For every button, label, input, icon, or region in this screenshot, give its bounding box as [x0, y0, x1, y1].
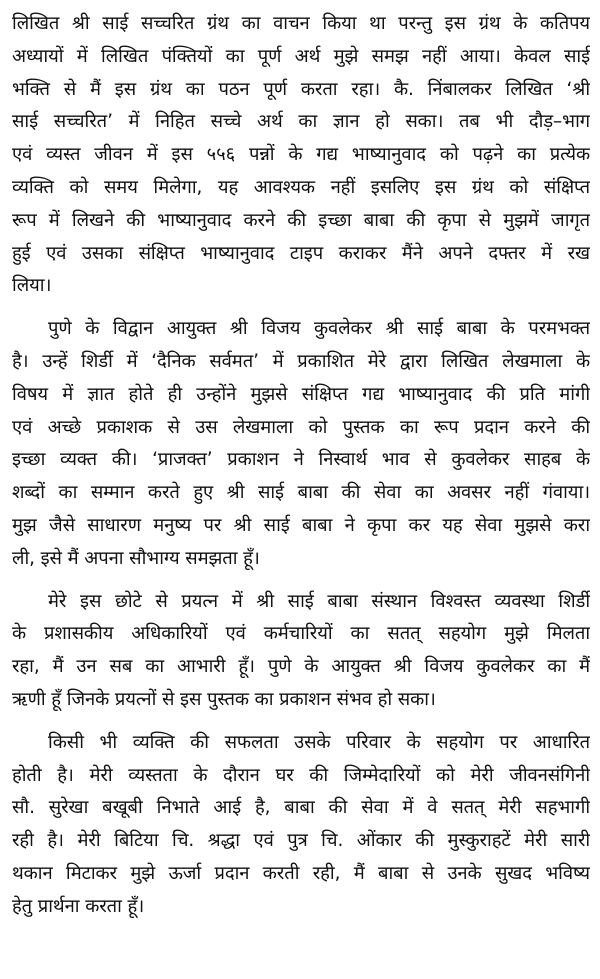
paragraph-1: [12, 8, 590, 303]
text-line: मुझ जैसे साधारण मनुष्य पर श्री साई बाबा ने कृपा कर यह सेवा मुझसे करा: [12, 514, 590, 536]
text-line: थकान मिटाकर मुझे ऊर्जा प्रदान करती रही, मैं बाबा से उनके सुखद भविष्य: [12, 862, 590, 884]
text-line: एवं व्यस्त जीवन में इस ५५६ पन्नों के गद्य भाष्यानुवाद को पढ़ने का प्रत्येक: [12, 144, 590, 166]
text-line: भक्ति से मैं इस ग्रंथ का पठन पूर्ण करता रहा। कै. निंबालकर लिखित ‘श्री: [12, 78, 590, 100]
text-line: अध्यायों में लिखित पंक्तियों का पूर्ण अर्थ मुझे समझ नहीं आया। केवल साई: [12, 45, 590, 67]
text-line: रही है। मेरी बिटिया चि. श्रद्धा एवं पुत्र चि. ओंकार की मुस्कुराहटें मेरी सारी: [12, 830, 590, 852]
text-line: रहा, मैं उन सब का आभारी हूँ। पुणे के आयुक्त श्री विजय कुवलेकर का मैं: [12, 656, 590, 678]
text-line: इच्छा व्यक्त की। ‘प्राजक्त’ प्रकाशन ने निस्वार्थ भाव से कुवलेकर साहब के: [12, 449, 590, 471]
text-line: शब्दों का सम्मान करते हुए श्री साई बाबा की सेवा का अवसर नहीं गंवाया।: [12, 482, 590, 504]
text-line: विषय में ज्ञात होते ही उन्होंने मुझसे संक्षिप्त गद्य भाष्यानुवाद की प्रति मांगी: [12, 383, 590, 405]
text-line: व्यक्ति को समय मिलेगा, यह आवश्यक नहीं इसलिए इस ग्रंथ को संक्षिप्त: [12, 176, 590, 198]
text-line: सौ. सुरेखा बखूबी निभाते आई है, बाबा की सेवा में वे सतत् मेरी सहभागी: [12, 797, 590, 819]
paragraph-4: [12, 727, 590, 924]
text-line: साई सच्चरित’ में निहित सच्चे अर्थ का ज्ञान हो सका। तब भी दौड़–भाग: [12, 111, 590, 133]
text-line: किसी भी व्यक्ति की सफलता उसके परिवार के सहयोग पर आधारित: [48, 731, 590, 753]
text-line: ली, इसे मैं अपना सौभाग्य समझता हूँ।: [12, 547, 260, 569]
paragraph-2: [12, 313, 590, 575]
text-line: एवं अच्छे प्रकाशक से उस लेखमाला को पुस्तक का रूप प्रदान करने की: [12, 416, 590, 438]
text-line: है। उन्हें शिर्डी में ‘दैनिक सर्वमत’ में प्रकाशित मेरे द्वारा लिखित लेखमाला के: [12, 350, 590, 372]
text-line: हेतु प्रार्थना करता हूँ।: [12, 895, 145, 917]
text-line: ऋणी हूँ जिनके प्रयत्नों से इस पुस्तक का प्रकाशन संभव हो सका।: [12, 688, 436, 710]
text-line: रूप में लिखने की भाष्यानुवाद करने की इच्छा बाबा की कृपा से मुझमें जागृत: [12, 209, 590, 231]
text-line: पुणे के विद्वान आयुक्त श्री विजय कुवलेकर श्री साई बाबा के परमभक्त: [48, 318, 590, 340]
text-line: लिखित श्री साई सच्चरित ग्रंथ का वाचन किया था परन्तु इस ग्रंथ के कतिपय: [12, 13, 590, 34]
text-line: लिया।: [12, 275, 52, 297]
text-line: होती है। मेरी व्यस्तता के दौरान घर की जिम्मेदारियों को मेरी जीवनसंगिनी: [12, 764, 590, 786]
paragraph-3: [12, 586, 590, 717]
text-line: हुई एवं उसका संक्षिप्त भाष्यानुवाद टाइप कराकर मैंने अपने दफ्तर में रख: [12, 242, 590, 264]
text-line: मेरे इस छोटे से प्रयत्न में श्री साई बाबा संस्थान विश्वस्त व्यवस्था शिर्डी: [48, 590, 590, 612]
text-line: के प्रशासकीय अधिकारियों एवं कर्मचारियों का सतत् सहयोग मुझे मिलता: [12, 623, 590, 645]
